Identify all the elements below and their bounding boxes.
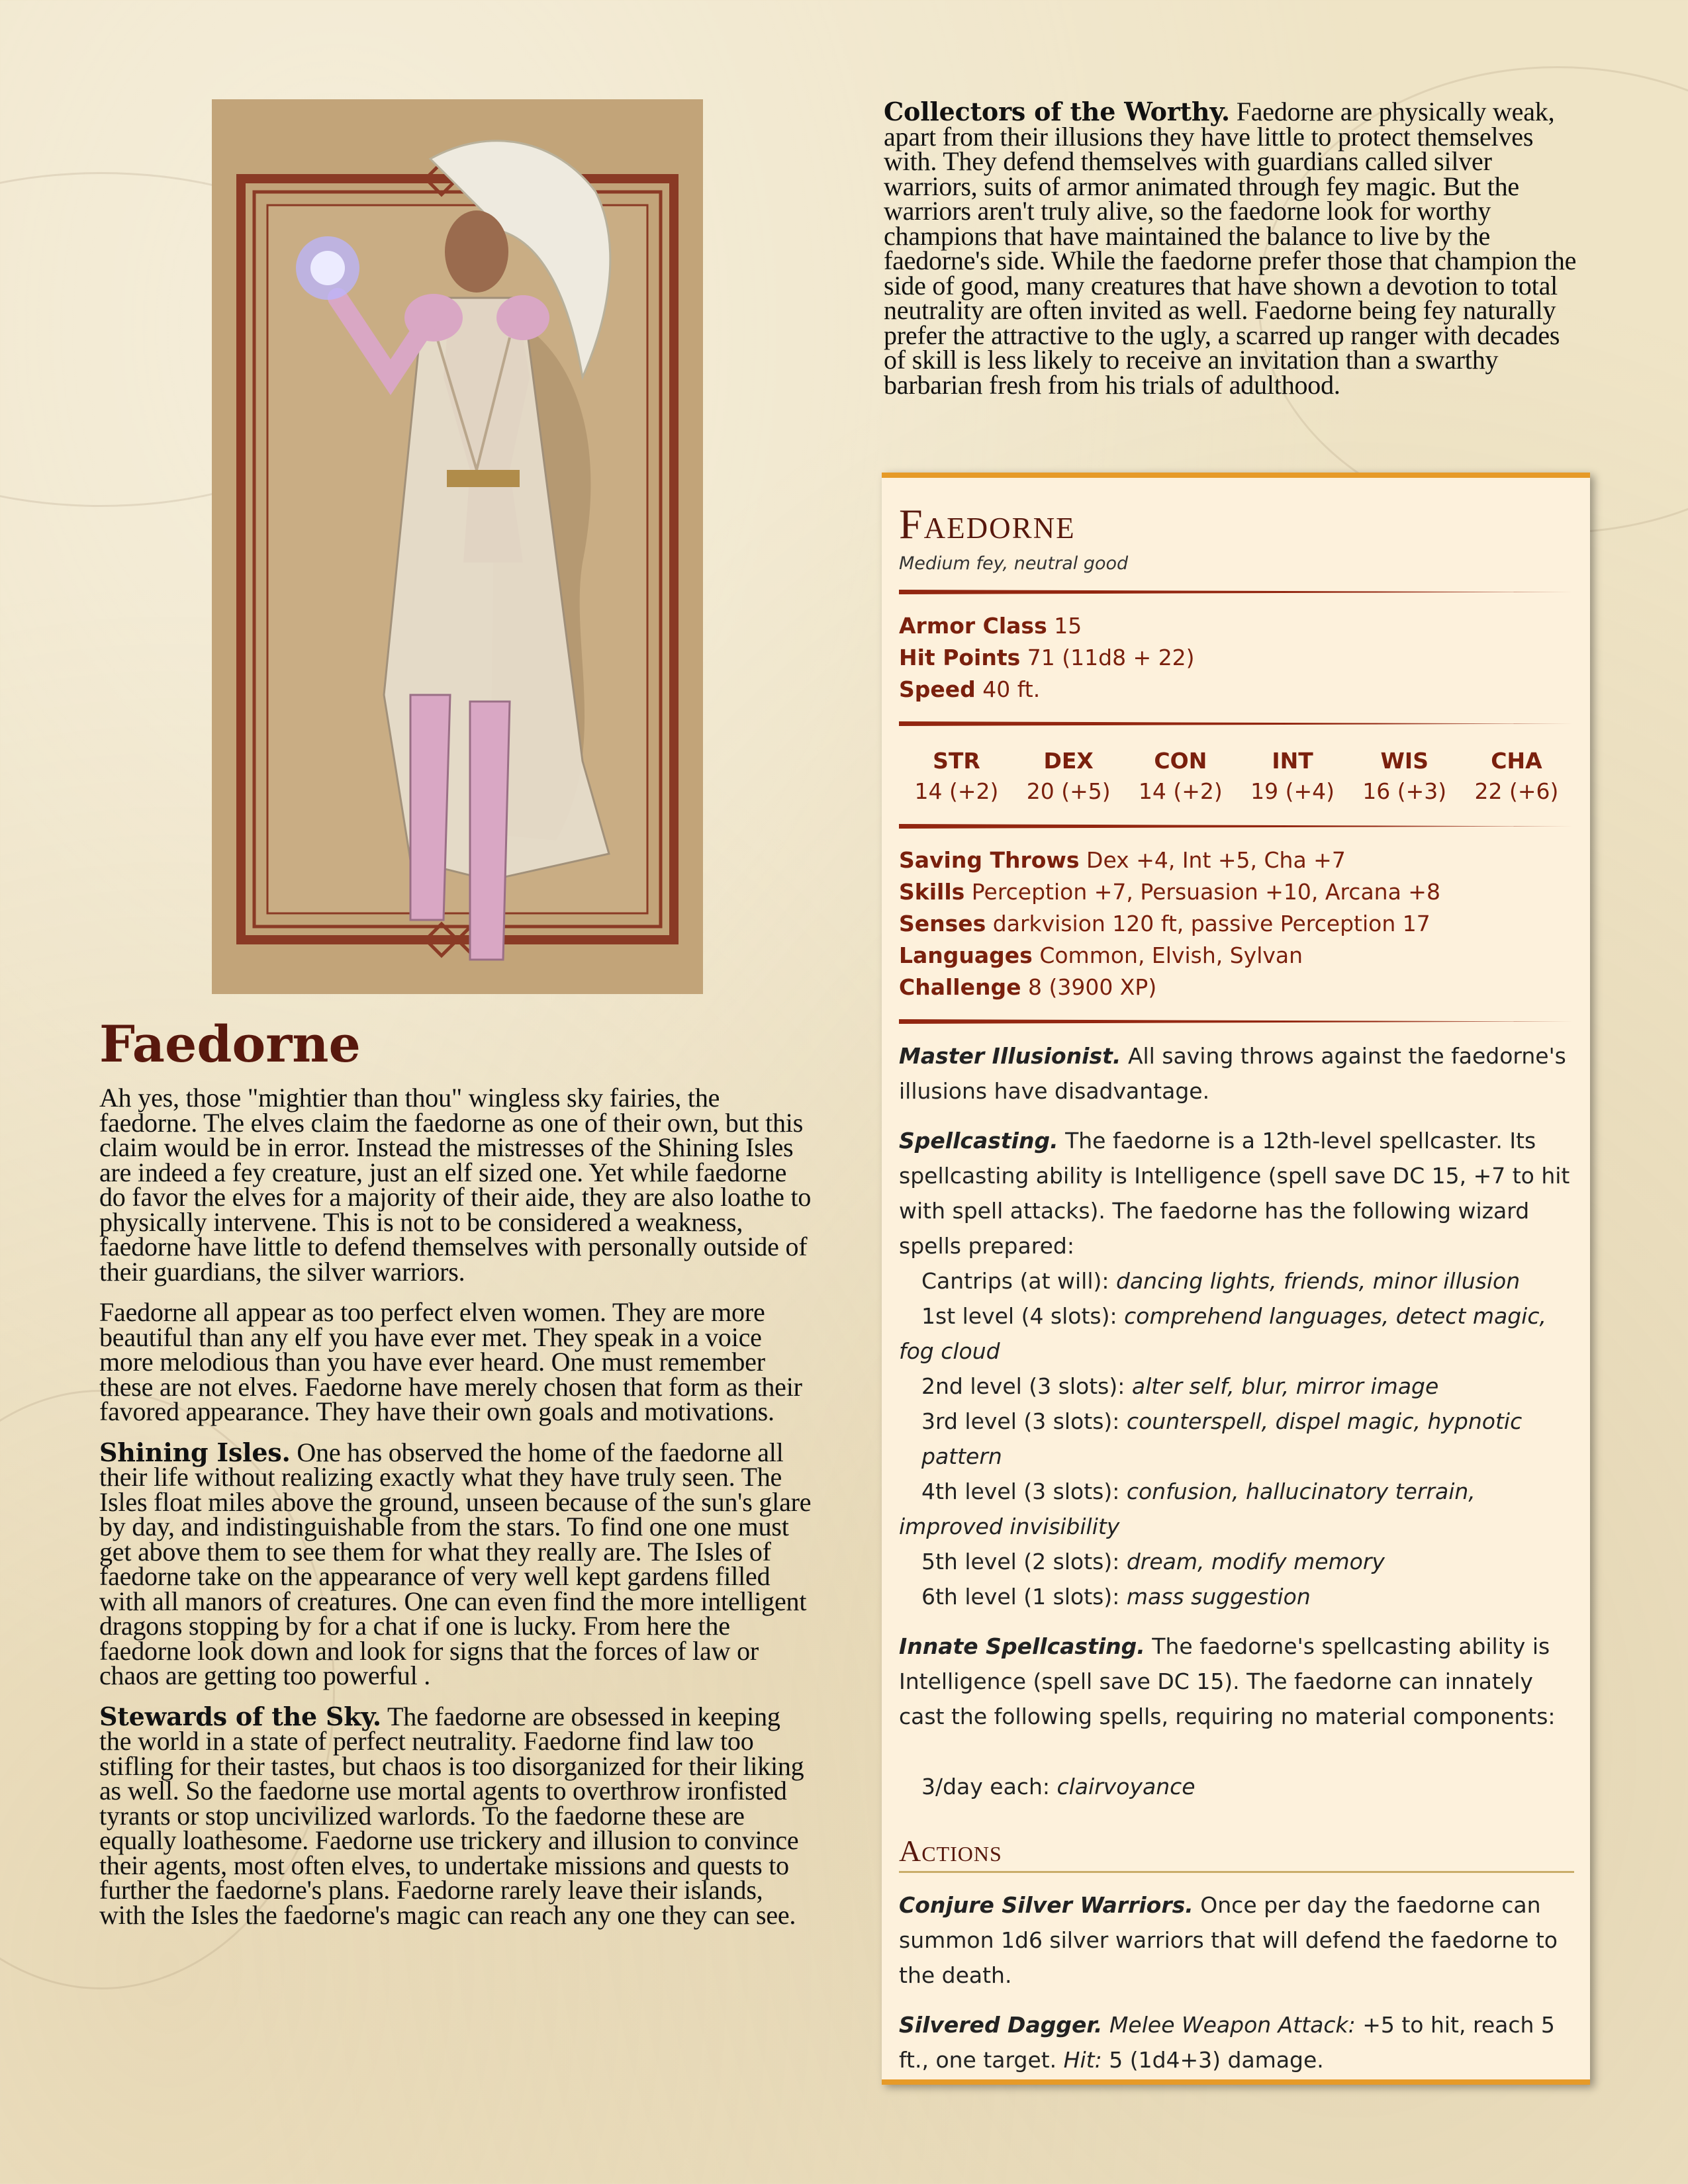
trait-master-illusionist [899, 1038, 1574, 1109]
ability-dex [1019, 746, 1118, 807]
spell-names: clairvoyance [1056, 1774, 1196, 1799]
divider [899, 721, 1574, 726]
stat-label: Challenge [899, 974, 1021, 1000]
section-text: One has observed the home of the faedorne all their life without realizing exactly what they have truly seen. The Isles float miles above the ground, unseen because of the sun's glare by day, and indistinguishable from the stars. To find one one must get above them to see them for what they really are. The Isles of faedorne take on the appearance of very well kept gardens filled with all manors of creatures. One can even find the more intelligent dragons stopping by for a chat if one is lucky. From here the faedorne look down and look for signs that the forces of law or chaos are getting too powerful . [99, 1437, 812, 1690]
ability-scores [899, 726, 1574, 824]
challenge [899, 972, 1574, 1003]
faedorne-illustration-art [212, 99, 703, 994]
action-conjure-silver-warriors [899, 1888, 1574, 1993]
stat-label: Senses [899, 911, 986, 936]
section-shining-isles [99, 1437, 814, 1690]
properties [899, 829, 1574, 1019]
stat-value: 8 (3900 XP) [1021, 974, 1157, 1000]
stat-value: Dex +4, Int +5, Cha +7 [1079, 847, 1346, 873]
section-lead: Shining Isles. [99, 1437, 291, 1467]
intro-paragraph: Ah yes, those "mightier than thou" wingless sky fairies, the faedorne. The elves claim the faedorne as one of their own, but this claim would be in error. Instead the mistresses of the Shining Isles are indeed a fey creature, just an elf sized one. Yet while faedorne do favor the elves for a majority of their aide, they are also loathe to physically intervene. This is not to be considered a weakness, faedorne have little to defend themselves with personally outside of their guardians, the silver warriors. [99, 1083, 812, 1287]
armor-class [899, 610, 1574, 642]
trait-text: All saving throws against the faedorne's illusions have disadvantage. [899, 1043, 1566, 1104]
saving-throws [899, 844, 1574, 876]
senses [899, 908, 1574, 940]
stat-label: Armor Class [899, 613, 1047, 639]
ability-str [907, 746, 1006, 807]
ability-value: 22 (+6) [1474, 778, 1559, 804]
spell-names: confusion, hallucinatory terrain, improved invisibility [899, 1479, 1476, 1539]
faedorne-illustration [212, 99, 703, 994]
ability-value: 16 (+3) [1362, 778, 1447, 804]
hit-points [899, 642, 1574, 674]
spell-level-label: 3/day each: [921, 1774, 1057, 1799]
spell-level [899, 1474, 1574, 1544]
spell-names: comprehend languages, detect magic, fog cloud [899, 1303, 1546, 1364]
ability-name: CHA [1491, 748, 1542, 774]
spell-level [899, 1263, 1574, 1298]
ability-name: DEX [1043, 748, 1094, 774]
spell-names: mass suggestion [1126, 1584, 1311, 1610]
spell-names: dancing lights, friends, minor illusion [1116, 1268, 1521, 1294]
ability-value: 14 (+2) [1138, 778, 1223, 804]
action-name: Conjure Silver Warriors. [899, 1892, 1194, 1918]
left-column [99, 1015, 814, 1943]
spell-level [899, 1404, 1574, 1474]
actions-heading: Actions [899, 1833, 1574, 1873]
stat-block-meta: Medium fey, neutral good [899, 553, 1129, 574]
spell-level [899, 1298, 1574, 1369]
trait-name: Innate Spellcasting. [899, 1633, 1145, 1659]
ability-cha [1467, 746, 1566, 807]
stat-label: Skills [899, 879, 965, 905]
spell-names: dream, modify memory [1126, 1549, 1385, 1574]
stat-value: Common, Elvish, Sylvan [1032, 942, 1303, 968]
divider [899, 824, 1574, 829]
ability-name: CON [1154, 748, 1207, 774]
action-silvered-dagger [899, 2007, 1574, 2077]
trait-text: The faedorne is a 12th-level spellcaster. Its spellcasting ability is Intelligence (spell save DC 15, +7 to hit with spell attacks). The faedorne has the following wizard spells prepared: [899, 1128, 1570, 1259]
innate-spell-level [899, 1769, 1574, 1804]
action-text: +5 to hit, reach 5 ft., one target. [899, 2012, 1555, 2073]
stat-value: 40 ft. [975, 676, 1041, 702]
stat-label: Hit Points [899, 645, 1021, 670]
spell-level [899, 1579, 1574, 1614]
defense-stats [899, 594, 1574, 721]
ability-value: 20 (+5) [1026, 778, 1111, 804]
skills [899, 876, 1574, 908]
action-name: Silvered Dagger. [899, 2012, 1103, 2038]
spell-list [899, 1263, 1574, 1614]
page-title: Faedorne [99, 1015, 361, 1073]
ability-name: WIS [1380, 748, 1429, 774]
section-text: The faedorne are obsessed in keeping the world in a state of perfect neutrality. Faedorne find law too stifling for their tastes, but chaos is too disorganized for their liking as well. So the faedorne use mortal agents to overthrow ironfisted tyrants or stop uncivilized warlords. To the faedorne these are equally loathesome. Faedorne use trickery and illusion to convince their agents, most often elves, to undertake missions and quests to further the faedorne's plans. Faedorne rarely leave their islands, with the Isles the faedorne's magic can reach any one they can see. [99, 1701, 804, 1930]
ability-con [1131, 746, 1230, 807]
trait-spellcasting [899, 1123, 1574, 1263]
spell-names: counterspell, dispel magic, hypnotic pattern [921, 1408, 1523, 1469]
spell-level [899, 1369, 1574, 1404]
right-column [884, 99, 1585, 413]
spell-level-label: 1st level (4 slots): [921, 1303, 1125, 1329]
spell-level-label: 6th level (1 slots): [921, 1584, 1127, 1610]
speed [899, 674, 1574, 705]
intro-paragraph: Faedorne all appear as too perfect elven women. They are more beautiful than any elf you have ever met. They speak in a voice more melodious than you have ever heard. One must remember these are not elves. Faedorne have merely chosen that form as their favored appearance. They have their own goals and motivations. [99, 1297, 802, 1426]
trait-name: Master Illusionist. [899, 1043, 1121, 1069]
stat-value: Perception +7, Persuasion +10, Arcana +8 [964, 879, 1440, 905]
section-lead: Stewards of the Sky. [99, 1701, 381, 1731]
section-text: Faedorne are physically weak, apart from their illusions they have little to protect themselves with. They defend themselves with guardians called silver warriors, suits of armor animated through fey magic. But the warriors aren't truly alive, so the faedorne look for worthy champions that have maintained the balance to live by the faedorne's side. While the faedorne prefer those that champion the side of good, many creatures that have shown a devotion to total neutrality are often invited as well. Faedorne being fey naturally prefer the attractive to the ugly, a scarred up ranger with decades of skill is less likely to receive an invitation than a swarthy barbarian fresh from his trials of adulthood. [884, 97, 1577, 400]
stat-label: Speed [899, 676, 976, 702]
action-text: Once per day the faedorne can summon 1d6 silver warriors that will defend the faedorne to the death. [899, 1892, 1558, 1988]
trait-innate-spellcasting [899, 1629, 1574, 1734]
damage-text: 5 (1d4+3) damage. [1102, 2047, 1324, 2073]
ability-wis [1355, 746, 1454, 807]
attack-type: Melee Weapon Attack: [1102, 2012, 1356, 2038]
spell-level-label: 3rd level (3 slots): [921, 1408, 1127, 1434]
ability-value: 14 (+2) [914, 778, 999, 804]
spell-level [899, 1544, 1574, 1579]
spell-level-label: 4th level (3 slots): [921, 1479, 1127, 1504]
section-collectors-of-the-worthy [884, 97, 1585, 400]
stat-value: darkvision 120 ft, passive Perception 17 [986, 911, 1430, 936]
stat-label: Languages [899, 942, 1033, 968]
ability-name: STR [933, 748, 980, 774]
stat-label: Saving Throws [899, 847, 1080, 873]
spell-level-label: 2nd level (3 slots): [921, 1373, 1132, 1399]
section-lead: Collectors of the Worthy. [884, 97, 1230, 126]
ability-value: 19 (+4) [1250, 778, 1335, 804]
ability-name: INT [1272, 748, 1313, 774]
stat-value: 71 (11d8 + 22) [1020, 645, 1195, 670]
divider [899, 1019, 1574, 1024]
trait-text: The faedorne's spellcasting ability is Intelligence (spell save DC 15). The faedorne can innately cast the following spells, requiring no material components: [899, 1633, 1556, 1729]
spell-level-label: 5th level (2 slots): [921, 1549, 1127, 1574]
ability-int [1243, 746, 1342, 807]
section-stewards-of-the-sky [99, 1701, 814, 1930]
stat-value: 15 [1047, 613, 1082, 639]
spell-level-label: Cantrips (at will): [921, 1268, 1116, 1294]
stat-block [882, 473, 1590, 2085]
stat-block-name: Faedorne [899, 500, 1076, 547]
hit-label: Hit: [1063, 2047, 1102, 2073]
languages [899, 940, 1574, 972]
divider [899, 590, 1574, 594]
spell-names: alter self, blur, mirror image [1131, 1373, 1439, 1399]
trait-name: Spellcasting. [899, 1128, 1058, 1154]
